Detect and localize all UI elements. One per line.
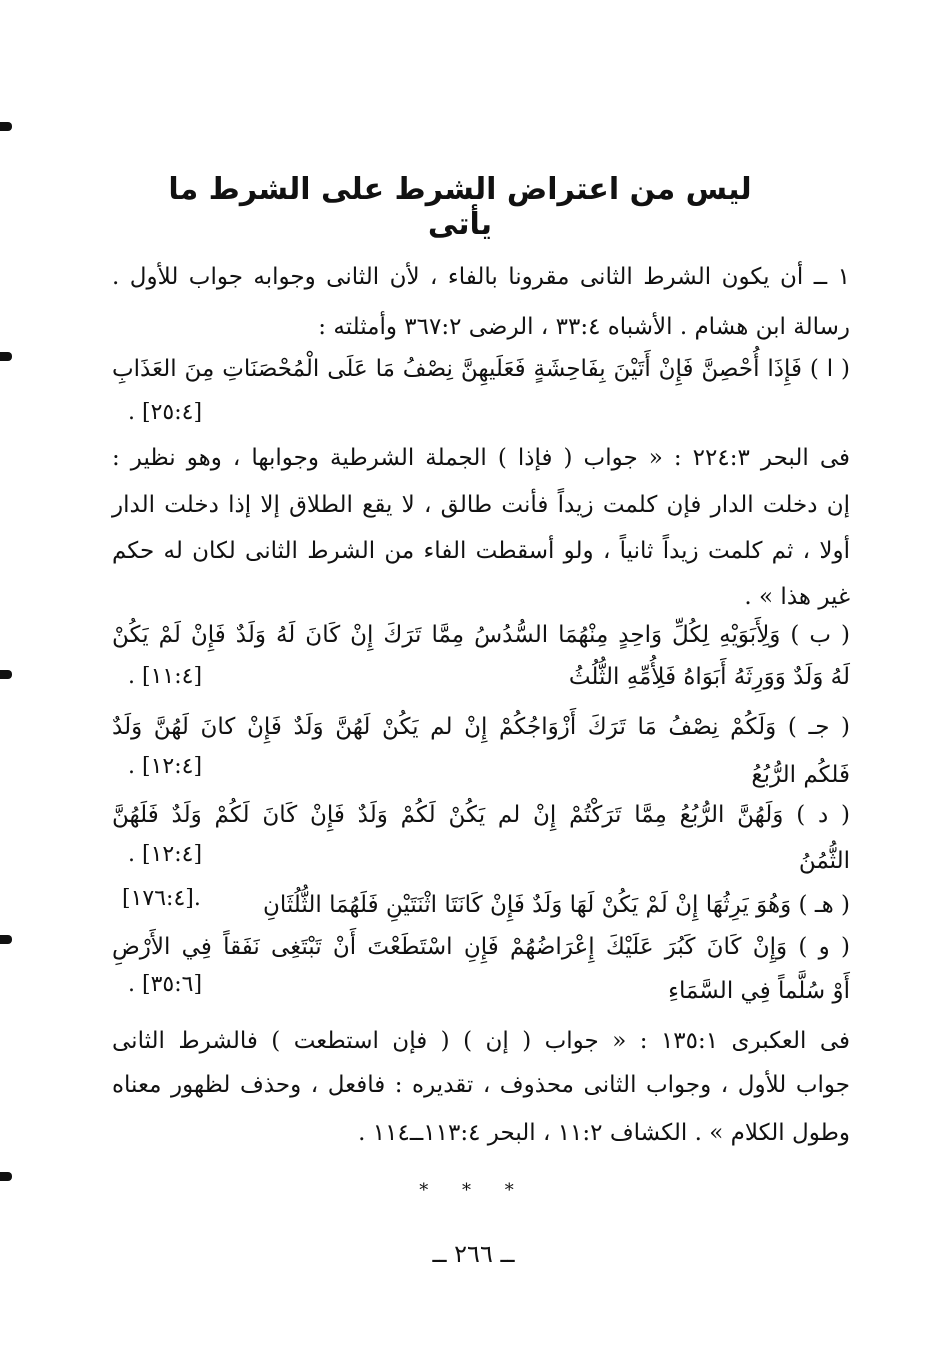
margin-mark	[0, 352, 12, 361]
section-separator: * * *	[419, 1180, 528, 1201]
verse-reference: . [٣٥:٦]	[128, 972, 203, 997]
quran-line: ( و ) وَإِنْ كَانَ كَبُرَ عَلَيْكَ إِعْرَاضُهُمْ فَإِنِ اسْتَطَعْتَ أَنْ تَبْتَغِى نَفَقاً فِي الأَرْضِ	[112, 934, 850, 960]
paragraph-line: وطول الكلام » . الكشاف ١١:٢ ، البحر ١١٣:٤ــ١١٤ .	[358, 1120, 850, 1146]
verse-reference: . [١٢:٤]	[128, 842, 203, 867]
verse-reference: [١٧٦:٤].	[122, 886, 201, 911]
margin-mark	[0, 122, 12, 131]
quran-line: لَهُ وَلَدٌ وَوَرِثَهُ أَبَوَاهُ فَلِأُمِّهِ الثُّلُثُ	[568, 664, 850, 690]
paragraph-line: ١ ــ أن يكون الشرط الثانى مقرونا بالفاء ، لأن الثانى وجوابه جواب للأول .	[112, 264, 850, 290]
paragraph-line: غير هذا » .	[744, 584, 850, 610]
paragraph-line: فى العكبرى ١٣٥:١ : « جواب ( إن ) ( فإن استطعت ) فالشرط الثانى	[112, 1028, 850, 1054]
quran-line: فَلكُم الرُّبُعُ	[751, 762, 850, 788]
page-title: ليس من اعتراض الشرط على الشرط ما يأتى	[168, 172, 752, 242]
paragraph-line: فى البحر ٢٢٤:٣ : « جواب ( فإذا ) الجملة الشرطية وجوابها ، وهو نظير :	[112, 445, 850, 471]
paragraph-line: رسالة ابن هشام . الأشباه ٣٣:٤ ، الرضى ٣٦٧:٢ وأمثلته :	[318, 314, 850, 340]
quran-line: ( د ) وَلَهُنَّ الرُّبُعُ مِمَّا تَرَكْتُمْ إِنْ لم يَكُنْ لَكُمْ وَلَدٌ فَإِنْ كَانَ لَكُمْ وَلَدٌ فَلَهُنَّ	[112, 802, 850, 828]
verse-reference: . [١٢:٤]	[128, 754, 203, 779]
verse-reference: . [٢٥:٤]	[128, 400, 203, 425]
quran-line: الثُّمُنُ	[798, 848, 850, 874]
quran-line: ( جـ ) وَلَكُمْ نِصْفُ مَا تَرَكَ أَزْوَاجُكُمْ إِنْ لم يَكُنْ لَهُنَّ وَلَدٌ فَإِنْ كانَ لَهُنَّ وَلَدٌ	[112, 714, 850, 740]
paragraph-line: أولا ، ثم كلمت زيداً ثانياً ، ولو أسقطت الفاء من الشرط الثانى لكان له حكم	[112, 538, 850, 564]
quran-line: ( ب ) وَلِأَبَوَيْهِ لِكُلِّ وَاحِدٍ مِنْهُمَا السُّدُسُ مِمَّا تَرَكَ إِنْ كَانَ لَهُ وَلَدٌ فَإِنْ لَمْ يَكُنْ	[112, 622, 850, 648]
paragraph-line: إن دخلت الدار فإن كلمت زيداً فأنت طالق ، لا يقع الطلاق إلا إذا دخلت الدار	[112, 492, 850, 518]
quran-line: ( ا ) فَإِذَا أُحْصِنَّ فَإِنْ أَتَيْنَ بِفَاحِشَةٍ فَعَلَيهِنَّ نِصْفُ مَا عَلَى الْمُحْصَنَاتِ مِنَ العَذَابِ	[112, 356, 850, 382]
page-number: ــ ٢٦٦ ــ	[432, 1240, 515, 1268]
margin-mark	[0, 670, 12, 679]
quran-line: أَوْ سُلَّماً فِي السَّمَاءِ	[668, 978, 850, 1004]
paragraph-line: جواب للأول ، وجواب الثانى محذوف ، تقديره : فافعل ، وحذف لظهور معناه	[112, 1072, 850, 1098]
quran-line: ( هـ ) وَهُوَ يَرِثُهَا إِنْ لَمْ يَكُنْ لَهَا وَلَدٌ فَإِنْ كَانَتَا اثْنَتَيْنِ فَلَهُمَا الثُّلُثَانِ	[262, 892, 850, 918]
margin-mark	[0, 935, 12, 944]
verse-reference: . [١١:٤]	[128, 664, 203, 689]
